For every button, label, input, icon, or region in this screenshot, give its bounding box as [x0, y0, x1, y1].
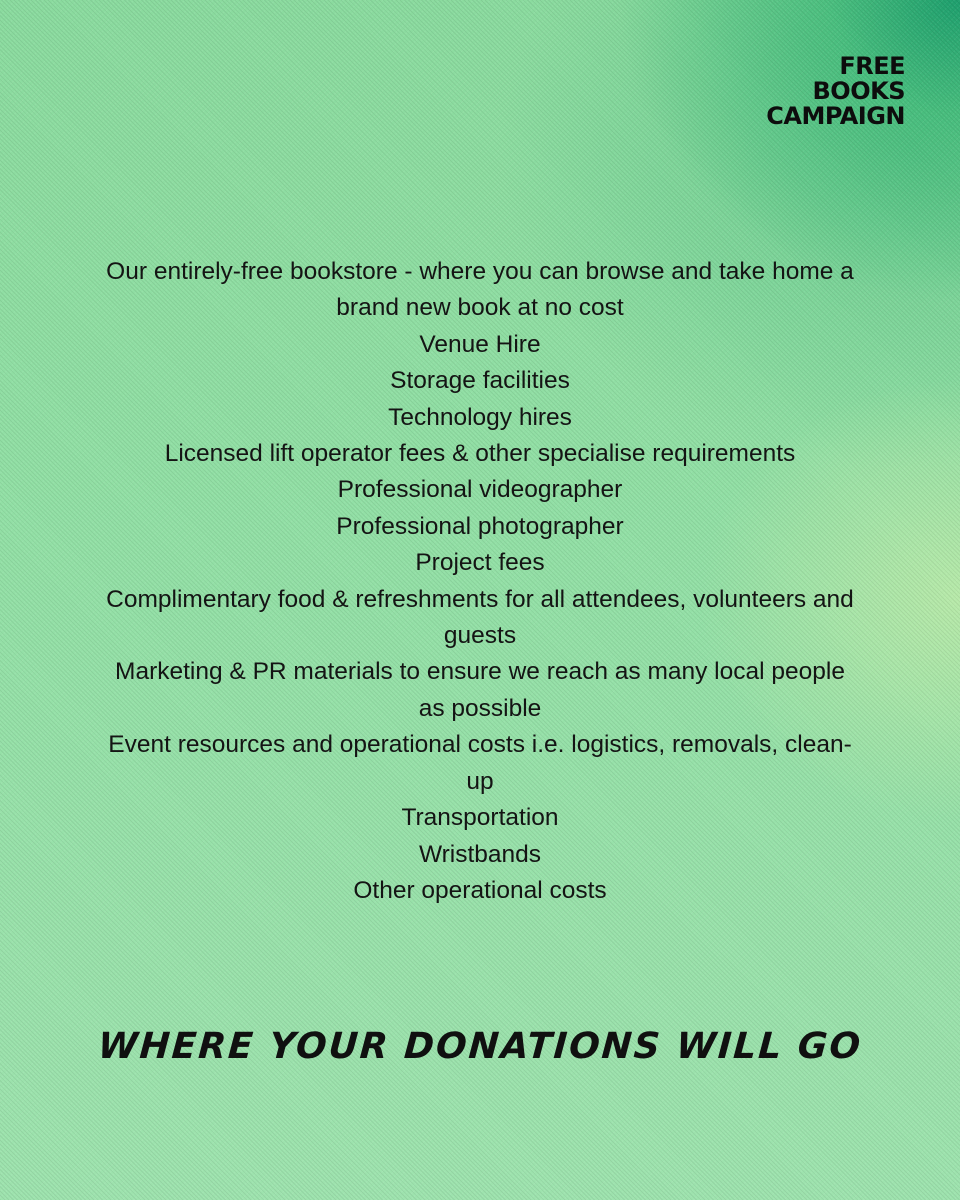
list-item: Wristbands [418, 840, 542, 868]
list-item: Project fees [415, 549, 545, 577]
list-item: Transportation [401, 804, 559, 832]
list-item: Professional videographer [337, 476, 623, 504]
page-headline: WHERE YOUR DONATIONS WILL GO [96, 1026, 864, 1067]
list-item: Licensed lift operator fees & other specialise requirements [164, 440, 796, 468]
list-item: Venue Hire [419, 330, 541, 358]
list-item: Technology hires [388, 403, 572, 431]
logo-line-free: FREE [839, 52, 905, 80]
list-item: Professional photographer [336, 512, 624, 540]
list-item: Other operational costs [353, 876, 607, 904]
list-item: Storage facilities [390, 367, 570, 395]
donation-items-list [100, 254, 860, 909]
list-item: Marketing & PR materials to ensure we reach as many local people as possible [115, 658, 845, 722]
list-item: Event resources and operational costs i.e. logistics, removals, clean-up [108, 731, 852, 795]
campaign-logo [766, 54, 905, 129]
logo-line-books: BOOKS [812, 77, 905, 105]
logo-line-campaign: CAMPAIGN [766, 102, 905, 130]
list-item: Our entirely-free bookstore - where you can browse and take home a brand new book at no cost [106, 258, 854, 322]
list-item: Complimentary food & refreshments for all attendees, volunteers and guests [106, 585, 854, 650]
